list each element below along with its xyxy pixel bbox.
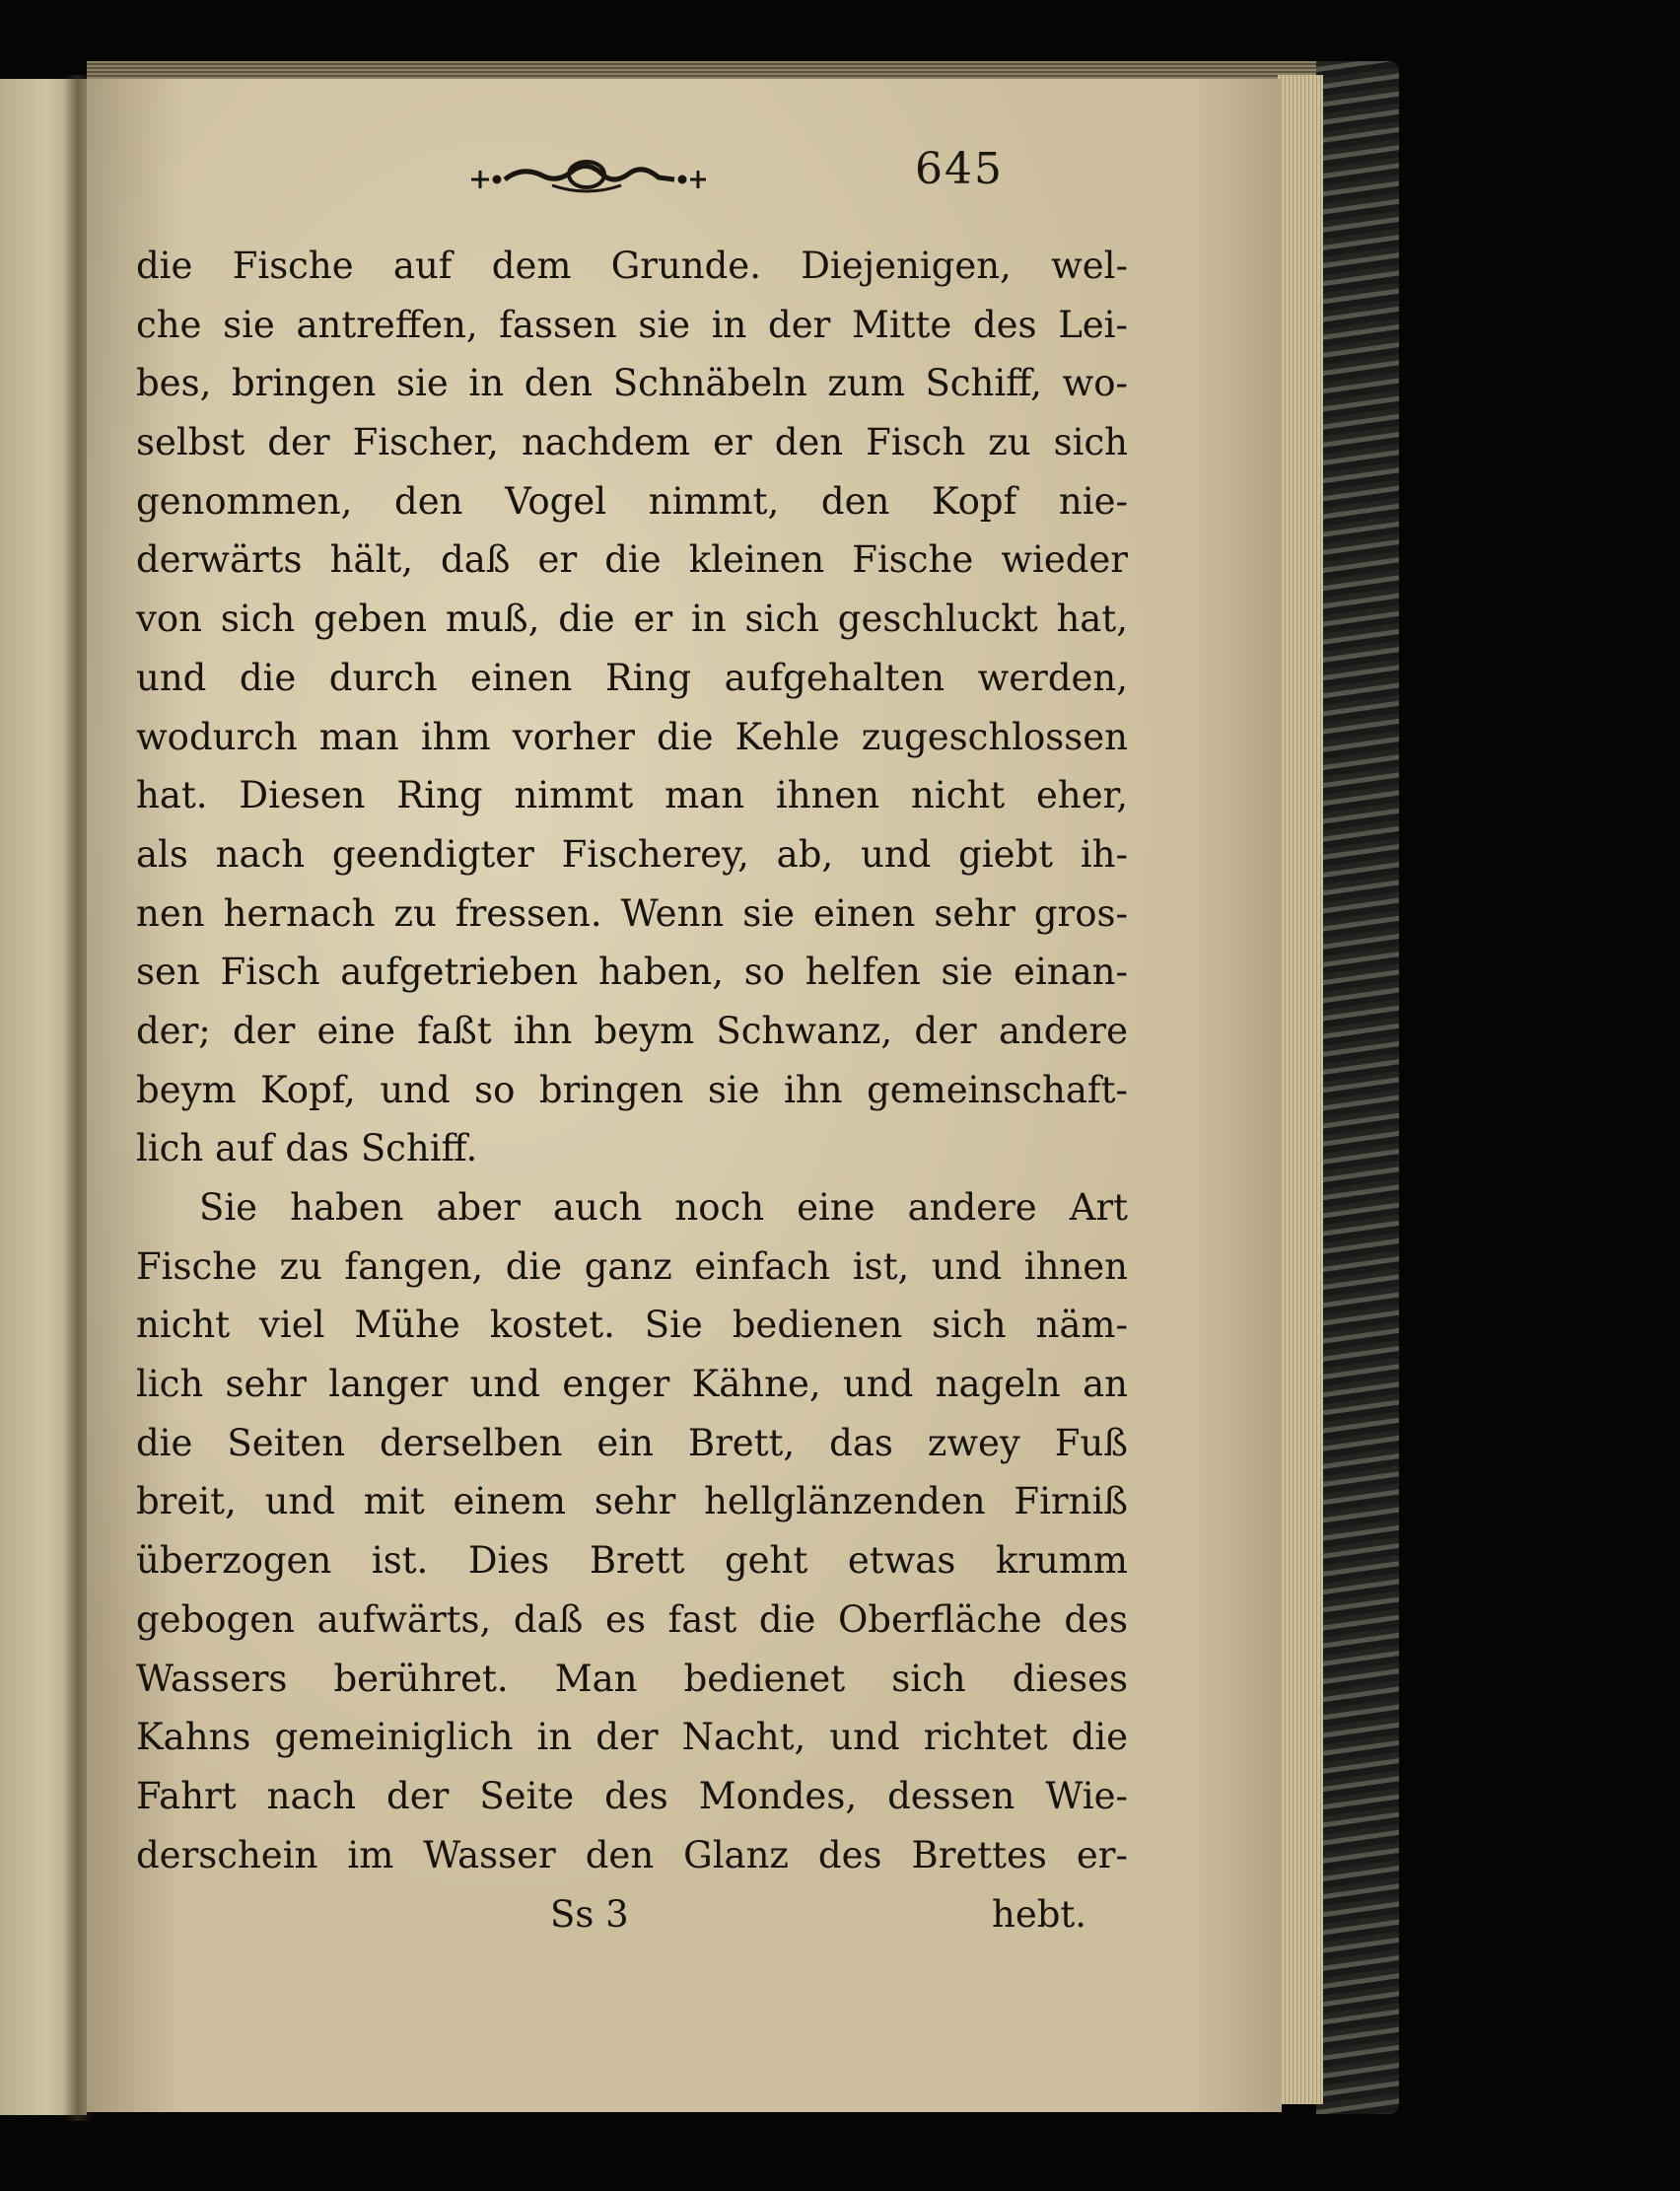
text-line: Wassers berühret. Man bedienet sich dieses (136, 1657, 1128, 1700)
text-line: genommen, den Vogel nimmt, den Kopf nie- (136, 479, 1128, 523)
page-number: 645 (915, 144, 1004, 194)
text-line: beym Kopf, und so bringen sie ihn gemeinschaft- (136, 1068, 1128, 1111)
text-line: Kahns gemeiniglich in der Nacht, und richtet die (136, 1716, 1128, 1759)
text-line: Fahrt nach der Seite des Mondes, dessen Wie- (136, 1774, 1128, 1817)
text-line: selbst der Fischer, nachdem er den Fisch zu sich (136, 421, 1128, 464)
text-line: lich auf das Schiff. (136, 1127, 478, 1170)
text-line: die Seiten derselben ein Brett, das zwey Fuß (136, 1421, 1128, 1464)
text-line: lich sehr langer und enger Kähne, und nageln an (136, 1363, 1128, 1406)
text-line: von sich geben muß, die er in sich geschluckt hat, (136, 598, 1128, 641)
text-line: Sie haben aber auch noch eine andere Art (199, 1186, 1128, 1229)
text-line: che sie antreffen, fassen sie in der Mitte des Lei- (136, 303, 1128, 346)
right-page (87, 79, 1282, 2112)
text-line: derwärts hält, daß er die kleinen Fische wieder (136, 538, 1128, 582)
text-line: nicht viel Mühe kostet. Sie bedienen sich näm- (136, 1304, 1128, 1347)
marbled-cover-edge (1316, 61, 1399, 2114)
page-footer (87, 1893, 1282, 1952)
text-line: derschein im Wasser den Glanz des Brettes er- (136, 1833, 1128, 1876)
text-line: sen Fisch aufgetrieben haben, so helfen sie einan- (136, 951, 1128, 994)
text-line: wodurch man ihm vorher die Kehle zugeschlossen (136, 715, 1128, 758)
text-line: hat. Diesen Ring nimmt man ihnen nicht eher, (136, 774, 1128, 817)
text-line: und die durch einen Ring aufgehalten werden, (136, 656, 1128, 699)
catchword: hebt. (992, 1893, 1087, 1936)
body-text (136, 237, 1128, 1884)
header-ornament-icon (463, 148, 710, 201)
text-line: der; der eine faßt ihn beym Schwanz, der andere (136, 1009, 1128, 1052)
text-line: nen hernach zu fressen. Wenn sie einen sehr gros- (136, 891, 1128, 935)
text-line: überzogen ist. Dies Brett geht etwas krumm (136, 1539, 1128, 1583)
text-line: Fische zu fangen, die ganz einfach ist, und ihnen (136, 1244, 1128, 1288)
signature-mark: Ss 3 (550, 1893, 629, 1936)
text-line: die Fische auf dem Grunde. Diejenigen, wel- (136, 245, 1128, 287)
text-line: gebogen aufwärts, daß es fast die Oberfläche des (136, 1597, 1128, 1641)
text-line: bes, bringen sie in den Schnäbeln zum Schiff, wo- (136, 362, 1128, 405)
text-line: breit, und mit einem sehr hellglänzenden Firniß (136, 1480, 1128, 1523)
text-line: als nach geendigter Fischerey, ab, und giebt ih- (136, 832, 1128, 876)
fore-edge-pages (1278, 75, 1323, 2104)
